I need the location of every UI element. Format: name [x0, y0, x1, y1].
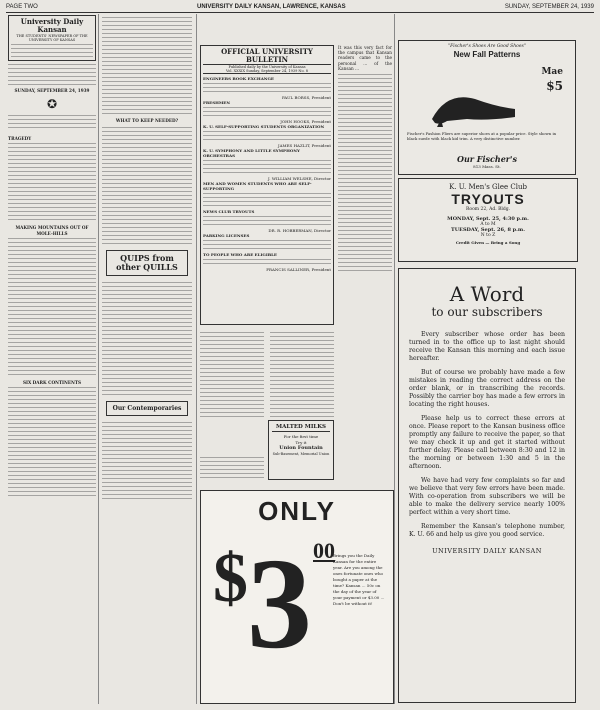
contemporaries-title: Our Contemporaries: [112, 405, 182, 413]
news-story: [270, 330, 334, 420]
header-rule: [6, 12, 594, 13]
only-three-dollars-ad: [200, 490, 394, 704]
glee-line1: MONDAY, Sept. 25, 4:30 p.m.: [447, 216, 529, 222]
bulletin-signer: JAMES HAZLIT, President: [278, 143, 331, 148]
only-ad-text: Brings you the Daily Kansan for the entire year. Are you among the ones fortunate ones who bought a paper at the time? Kansan ... 50c on the day of the year of your payment or $3.00 ... Don't be without it!: [333, 553, 385, 606]
bulletin-item-heading: K. U. SYMPHONY AND LITTLE SYMPHONY ORCHESTRAS: [203, 148, 300, 158]
notice-paragraph: But of course we probably have made a few mistakes in reading the correct address on the order blank, or in transcribing the records. Possibly the carrier boy has made a few errors in locating the right houses.: [409, 369, 565, 408]
shoe-brand: Mae: [541, 67, 563, 77]
news-story: [200, 330, 264, 420]
glee-line2: TUESDAY, Sept. 26, 8 p.m.: [451, 227, 525, 233]
page-header: [6, 3, 594, 11]
notice-paragraph: Please help us to correct these errors at once. Please report to the Kansan business office promptly any failure to receive the paper, so that we may check it up and get it started without further delay. Please call between 8:30 and 12 in the morning or between 1:30 and 5 in the afternoon.: [409, 415, 565, 470]
bulletin-signer: J. WILLIAM WELSHE, Director: [268, 176, 331, 181]
dollar-sign: $: [213, 540, 248, 617]
editorial-right-column: [338, 45, 392, 455]
price-cents: 00: [313, 538, 335, 563]
bulletin-item-heading: TO PEOPLE WHO ARE ELIGIBLE: [203, 252, 277, 257]
store-address: 813 Mass. St.: [473, 164, 501, 169]
price-display: [213, 532, 335, 693]
masthead-date: SUNDAY, SEPTEMBER 24, 1939: [14, 88, 90, 93]
store-sign: Our Fischer's: [457, 154, 517, 164]
bulletin-item-heading: PARKING LICENSES: [203, 233, 250, 238]
notice-paragraph: Every subscriber whose order has been turned in to the office up to last night should receive the Kansan this morning and each issue hereafter.: [409, 331, 565, 362]
editorial-continued: [102, 17, 192, 114]
malted-line1: For the first time: [283, 434, 319, 439]
paper-name: UNIVERSITY DAILY KANSAN, LAWRENCE, KANSAS: [197, 4, 346, 10]
glee-org: K. U. Men's Glee Club: [449, 183, 527, 191]
editorial-body: [8, 143, 96, 220]
notice-signature: UNIVERSITY DAILY KANSAN: [432, 547, 542, 555]
quips-body: [102, 282, 192, 395]
editorial-heading: MAKING MOUNTAINS OUT OF MOLE-HILLS: [15, 225, 89, 236]
page-number: PAGE TWO: [6, 4, 38, 10]
column-1: [8, 15, 96, 705]
glee-sub1: A to M: [480, 222, 496, 227]
glee-club-ad: [398, 178, 578, 262]
bulletin-subtitle: Published daily by the University of Kansas: [228, 65, 306, 69]
editorial-heading: TRAGEDY: [8, 136, 32, 142]
only-word: ONLY: [258, 496, 336, 526]
glee-footer: Credit Given — Bring a Song: [455, 240, 521, 245]
column-divider: [394, 14, 395, 704]
seal-icon: ✪: [46, 97, 58, 112]
bulletin-signer: DR. R. HOBBERMAN, Director: [268, 228, 331, 233]
bulletin-item-heading: K. U. SELF-SUPPORTING STUDENTS ORGANIZATION: [203, 124, 325, 129]
masthead-fine-print: [8, 115, 96, 128]
malted-milks-ad: [268, 420, 334, 480]
shoe-price: $5: [546, 79, 563, 93]
bulletin-item-heading: FRESHMEN: [203, 100, 231, 105]
shoe-title: New Fall Patterns: [453, 50, 521, 59]
contemporaries-box: [106, 401, 188, 416]
quips-box: [106, 250, 188, 276]
bulletin-issue: Vol. XXXIX Sunday, September 24, 1939 No. 8: [203, 69, 331, 74]
malted-title: MALTED MILKS: [272, 424, 330, 432]
notice-paragraph: We have had very few complaints so far and we believe that very few errors have been made. With co-operation from subscribers we will be able to make the delivery service nearly 100% perfect within a very short time.: [409, 477, 565, 516]
bulletin-signer: PAUL BORSS, President: [281, 95, 331, 100]
quips-title: QUIPS from other QUILLS: [116, 253, 178, 273]
notice-title: A Word: [449, 282, 525, 306]
official-bulletin: [200, 45, 334, 325]
editorial-heading: SIX DARK CONTINENTS: [22, 379, 82, 385]
bulletin-item-heading: NEWS CLUB TRYOUTS: [203, 209, 255, 214]
subscribers-notice-ad: [398, 268, 576, 703]
notice-subtitle: to our subscribers: [431, 305, 543, 319]
shoe-tagline: "Fischer's Shoes Are Good Shoes": [448, 44, 526, 49]
editorial-right-intro: It was this very fact for the campus that Kansan readers came to the personal ... of the Kansan ...: [338, 45, 392, 71]
malted-line2: Try it: [295, 440, 307, 445]
column-2: [102, 15, 192, 705]
masthead: [8, 15, 96, 61]
editorial-body: [102, 127, 192, 244]
glee-title: TRYOUTS: [451, 191, 525, 207]
bulletin-signer: JOHN HOOKS, President: [280, 119, 331, 124]
issue-date: SUNDAY, SEPTEMBER 24, 1939: [504, 4, 594, 10]
shoe-ad: [398, 40, 576, 175]
masthead-staff: [11, 44, 93, 57]
bulletin-items: [203, 76, 331, 272]
notice-paragraph: Remember the Kansan's telephone number, K. U. 66 and help us give you good service.: [409, 523, 565, 538]
contemporaries-body: [102, 422, 192, 499]
column-divider: [98, 14, 99, 704]
masthead-subtitle: THE STUDENTS' NEWSPAPER OF THE UNIVERSITY OF KANSAS: [16, 34, 88, 42]
malted-place: Union Fountain: [279, 445, 323, 451]
malted-sub: Sub-Basement, Memorial Union: [272, 452, 330, 456]
bulletin-signer: FRANCIS SALLINER, President: [266, 267, 331, 272]
bulletin-item-heading: ENGINEERS BOOK EXCHANGE: [203, 76, 274, 81]
glee-room: Room 22, Ad. Bldg.: [465, 207, 511, 212]
shoe-icon: [427, 79, 522, 129]
shoe-desc: Fischer's Fashion Fliers are superior shoes at a popular price. Style shown in black suede with black kid trim. A very distinctive number.: [407, 131, 557, 141]
column-divider: [196, 14, 197, 704]
editorial-heading: WHAT TO KEEP NEEDED?: [115, 118, 179, 123]
price-whole: 3: [247, 532, 312, 676]
masthead-title: University Daily Kansan: [20, 17, 84, 34]
masthead-notes: [8, 64, 96, 85]
glee-sub2: N to Z: [480, 233, 496, 238]
bulletin-title: OFFICIAL UNIVERSITY BULLETIN: [203, 48, 331, 65]
editorial-right-body: [338, 74, 392, 271]
editorial-body: [8, 238, 96, 375]
bulletin-item-heading: MEN AND WOMEN STUDENTS WHO ARE SELF-SUPPORTING: [203, 181, 312, 191]
editorial-body: [8, 387, 96, 496]
